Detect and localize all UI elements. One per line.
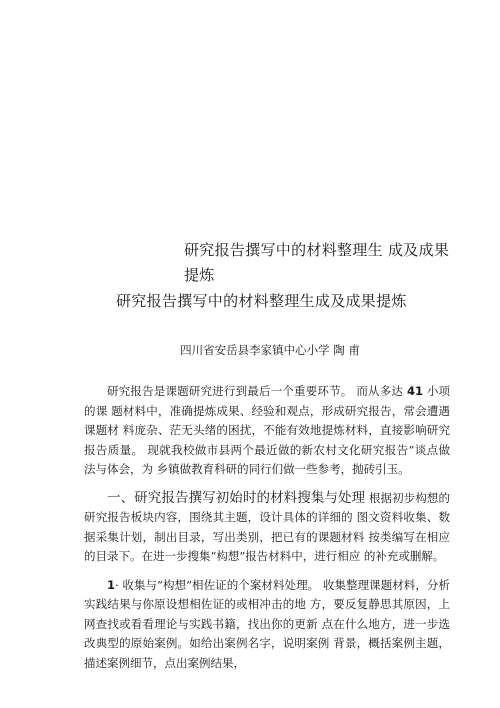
title-block xyxy=(0,238,500,312)
section-1-1-text: · 收集与“构想”相佐证的个案材料处理。 收集整理课题材料，分析实践结果与你原设想相佐证的或相冲击的地 方，要反复静思其原因，上网查找或看看理论与实践书籍，找出你的更新 点在什么地方，进一步选改典型的原始案例。如给出案例名字，说明案例 背景，概括案例主题，描述案例细节，点出案例结果， xyxy=(84,577,450,670)
section-1-paragraph xyxy=(84,489,450,567)
intro-paragraph xyxy=(84,382,450,480)
section-1-1-number: 1 xyxy=(107,577,116,592)
document-title: 研究报告撰写中的材料整理生 成及成果提炼 xyxy=(184,241,450,284)
document-body xyxy=(84,382,450,682)
section-1-1-paragraph xyxy=(84,576,450,674)
intro-number: 41 xyxy=(406,384,423,398)
document-subtitle: 研究报告撰写中的材料整理生成及成果提炼 xyxy=(116,292,407,310)
author-line: 四川省安岳县李家镇中心小学 陶 甫 xyxy=(180,343,360,357)
intro-text-part1: 研究报告是课题研究进行到最后一个重要环节。 而从多达 xyxy=(107,384,407,398)
section-1-text: 根据初步构想的研究报告板块内容，围绕其主题，设计具体的详细的 图文资料收集、数据采集计划，制出目录，写出类别，把已有的课题材料 按类编写在相应的目录下。在进一步搜集“构想”报告材料中，进行相应 的补充或删解。 xyxy=(84,490,451,563)
section-1-heading: 一、研究报告撰写初始时的材料搜集与处理 xyxy=(107,489,366,506)
intro-text-part2: 小项的课 题材料中，准确提炼成果、经验和观点，形成研究报告，常会遭遇课题材 料庞杂、茫无头绪的困扰，不能有效地提炼材料，直接影响研究报告质量。 现就我校做市县两个最近做的新农村文化研究报告”谈点做法与体会，为 乡镇做教育科研的同行们做一些参考，抛砖引玉。 xyxy=(84,384,451,476)
